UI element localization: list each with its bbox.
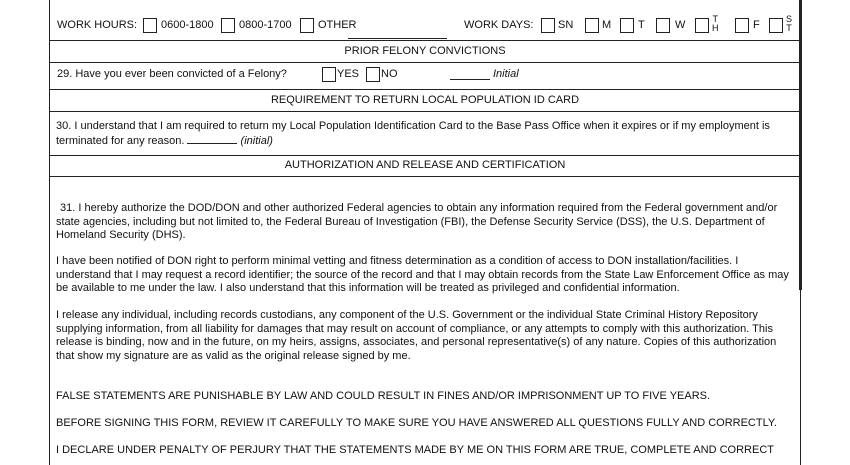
felony-yes-checkbox[interactable] [322, 67, 336, 82]
authorization-paragraph-31: 31. I hereby authorize the DOD/DON and other authorized Federal agencies to obtain any information required from the Federal government and/or state agencies, including but not limited to, the Federal Bureau of Investigation (FBI), the Defense Security Service (DSS), the U.S. Department of Homeland Security (DHS). [56, 202, 778, 241]
felony-yes-label: YES [337, 68, 360, 80]
false-statements-warning: FALSE STATEMENTS ARE PUNISHABLE BY LAW AND COULD RESULT IN FINES AND/OR IMPRISONMENT UP TO FIVE YEARS. [56, 390, 711, 402]
work-day-t-label: T [638, 19, 645, 31]
id-card-heading: REQUIREMENT TO RETURN LOCAL POPULATION ID CARD [270, 94, 580, 106]
work-hours-other-checkbox[interactable] [300, 18, 314, 33]
work-day-st-bottom: T [786, 23, 792, 33]
divider-1 [50, 40, 800, 41]
work-day-f-checkbox[interactable] [735, 18, 749, 33]
authorization-paragraph-notification: I have been notified of DON right to perform minimal vetting and fitness determination as a condition of access to DON installation/facilities. I understand that I may request a record identifier; the source of the record and that I may obtain records from the State Law Enforcement Office as may be available to me under the law. I also understand that this information will be treated as privileged and confidential information. [56, 255, 789, 294]
perjury-declaration: I DECLARE UNDER PENALTY OF PERJURY THAT THE STATEMENTS MADE BY ME ON THIS FORM ARE TRUE, COMPLETE AND CORRECT [56, 444, 774, 456]
left-border [49, 0, 50, 465]
work-day-st-label [786, 15, 792, 33]
felony-no-checkbox[interactable] [366, 67, 380, 82]
right-border [799, 0, 802, 290]
work-hours-0600-label: 0600-1800 [161, 19, 214, 31]
id-card-initial-label: (initial) [240, 135, 273, 147]
felony-initial-label: Initial [493, 68, 519, 80]
work-day-w-checkbox[interactable] [656, 18, 670, 33]
before-signing-warning: BEFORE SIGNING THIS FORM, REVIEW IT CAREFULLY TO MAKE SURE YOU HAVE ANSWERED ALL QUESTIONS FULLY AND CORRECTLY. [56, 417, 777, 429]
divider-5 [50, 155, 800, 156]
work-day-t-checkbox[interactable] [620, 18, 634, 33]
divider-2 [50, 62, 800, 63]
work-day-st-checkbox[interactable] [769, 18, 783, 33]
work-hours-0600-checkbox[interactable] [143, 18, 157, 33]
id-card-text-line2 [56, 133, 273, 148]
id-card-initial-input[interactable] [187, 133, 237, 144]
authorization-heading: AUTHORIZATION AND RELEASE AND CERTIFICATION [284, 159, 566, 171]
work-day-m-checkbox[interactable] [585, 18, 599, 33]
work-hours-label: WORK HOURS: [57, 19, 138, 31]
divider-4 [50, 111, 800, 112]
right-border-lower [800, 290, 801, 465]
divider-6 [50, 176, 800, 177]
work-day-th-top: T [712, 14, 718, 24]
work-days-label: WORK DAYS: [464, 19, 534, 31]
felony-question: 29. Have you ever been convicted of a Felony? [57, 68, 287, 80]
work-day-sn-checkbox[interactable] [541, 18, 555, 33]
work-day-f-label: F [753, 19, 760, 31]
work-hours-0800-checkbox[interactable] [221, 18, 235, 33]
divider-3 [50, 89, 800, 90]
work-hours-other-input[interactable] [348, 38, 447, 39]
work-hours-0800-label: 0800-1700 [239, 19, 292, 31]
authorization-paragraph-release: I release any individual, including records custodians, any component of the U.S. Government or the individual State Criminal History Repository supplying information, from all liability for damages that may result on account of compliance, or any attempts to comply with this authorization. This release is binding, now and in the future, on my heirs, assigns, associates, and personal representative(s) of any nature. Copies of this authorization that show my signature are as valid as the original release signed by me. [56, 309, 777, 362]
work-hours-other-label: OTHER [318, 19, 357, 31]
work-day-w-label: W [675, 19, 686, 31]
id-card-text-terminated: terminated for any reason. [56, 135, 185, 147]
felony-no-label: NO [381, 68, 398, 80]
work-day-th-label [712, 15, 719, 33]
work-day-th-checkbox[interactable] [695, 18, 709, 33]
felony-initial-input[interactable] [450, 79, 490, 80]
felony-heading: PRIOR FELONY CONVICTIONS [344, 45, 506, 57]
work-day-m-label: M [602, 19, 612, 31]
id-card-text-line1: 30. I understand that I am required to return my Local Population Identification Card to the Base Pass Office when it expires or if my employment is [56, 120, 770, 132]
work-day-th-bottom: H [712, 23, 719, 33]
work-day-st-top: S [786, 14, 793, 24]
work-day-sn-label: SN [558, 19, 574, 31]
